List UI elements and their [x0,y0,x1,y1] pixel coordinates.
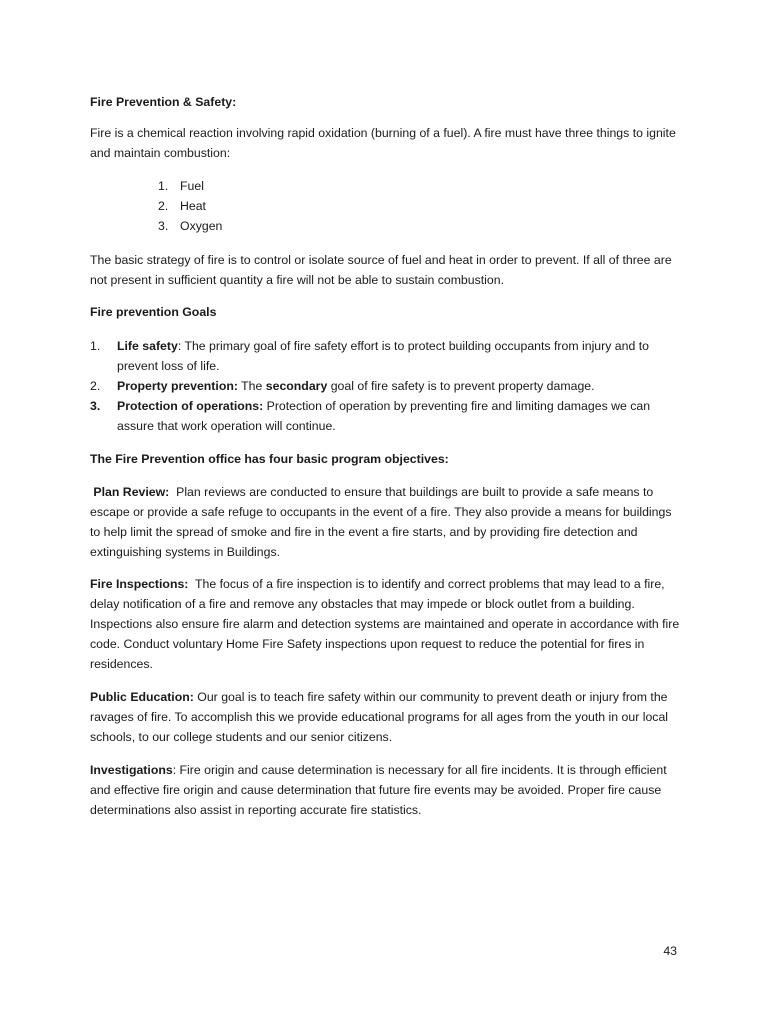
document-page [90,0,682,1024]
combustion-ingredients-list [158,176,222,236]
goal-emphasis: secondary [265,379,328,393]
objective-text: Plan reviews are conducted to ensure that buildings are built to provide a safe means to escape or provide a safe refuge to occupants in the event of a fire. They also provide a means for buildings to help limit the spread of smoke and fire in the event a fire starts, and by providing fire detection and extinguishing systems in Buildings. [90,485,675,559]
list-number: 2. [158,199,169,213]
list-item [90,336,682,376]
list-item [158,176,222,196]
intro-paragraph: Fire is a chemical reaction involving rapid oxidation (burning of a fuel). A fire must have three things to ignite and maintain combustion: [90,126,676,160]
goals-list [90,336,682,436]
list-item [90,396,682,436]
objectives-heading: The Fire Prevention office has four basic program objectives: [90,452,449,466]
investigations-paragraph [90,760,682,820]
list-number: 1. [158,179,169,193]
page-number: 43 [663,944,677,958]
goal-body [117,376,682,396]
plan-review-paragraph [90,482,682,562]
objective-text: : Fire origin and cause determination is necessary for all fire incidents. It is through efficient and effective fire origin and cause determination that future fire events may be avoided. Proper fire cause determinations also assist in reporting accurate fire statistics. [90,763,667,817]
objective-term: Plan Review: [90,485,170,499]
list-label: Heat [180,199,206,213]
list-number: 2. [90,379,101,393]
goal-body [117,396,682,436]
objective-text: Our goal is to teach fire safety within our community to prevent death or injury from the ravages of fire. To accomplish this we provide educational programs for all ages from the youth in our local schools, to our college students and our senior citizens. [90,690,669,744]
goal-term: Protection of operations: [117,399,264,413]
goal-text: goal of fire safety is to prevent property damage. [327,379,595,393]
goals-heading: Fire prevention Goals [90,305,217,319]
list-number: 3. [90,399,101,413]
objective-term: Public Education: [90,690,194,704]
list-item [158,196,222,216]
objective-term: Fire Inspections: [90,577,189,591]
list-item [90,376,682,396]
list-item [158,216,222,236]
goal-text: : The primary goal of fire safety effort is to protect building occupants from injury and to prevent loss of life. [117,339,649,373]
objective-text: The focus of a fire inspection is to identify and correct problems that may lead to a fire, delay notification of a fire and remove any obstacles that may impede or block outlet from a building. Inspections also ensure fire alarm and detection systems are maintained and operate in accordance with fire code. Conduct voluntary Home Fire Safety inspections upon request to reduce the potential for fires in residences. [90,577,683,671]
fire-inspections-paragraph [90,574,682,674]
strategy-paragraph: The basic strategy of fire is to control or isolate source of fuel and heat in order to prevent. If all of three are not present in sufficient quantity a fire will not be able to sustain combustion. [90,253,672,287]
goal-text: Protection of operation by preventing fire and limiting damages we can assure that work operation will continue. [117,399,651,433]
goal-text-before: The [237,379,266,393]
goal-body [117,336,682,376]
goal-term: Life safety [117,339,178,353]
goal-term: Property prevention: [117,379,238,393]
section-title: Fire Prevention & Safety: [90,95,237,109]
list-number: 1. [90,339,101,353]
list-label: Fuel [180,179,204,193]
public-education-paragraph [90,687,682,747]
list-label: Oxygen [180,219,223,233]
objective-term: Investigations [90,763,173,777]
list-number: 3. [158,219,169,233]
